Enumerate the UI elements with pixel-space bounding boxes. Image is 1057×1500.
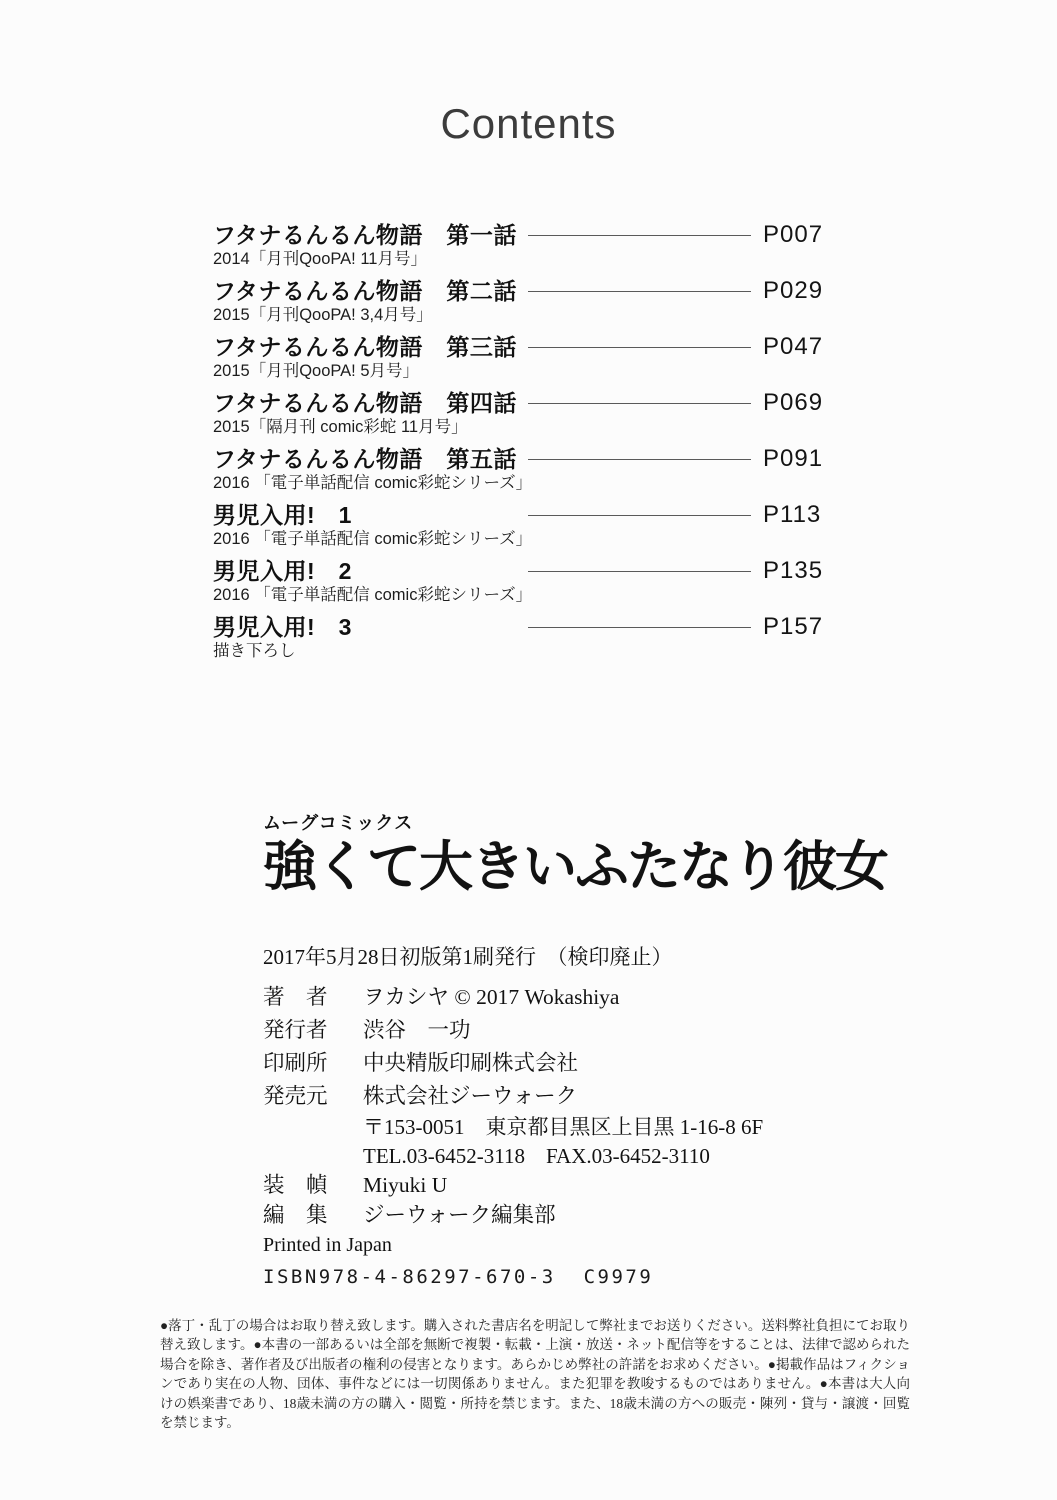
- toc-entry: [213, 220, 873, 269]
- toc-entry-source: 2016 「電子単話配信 comic彩蛇シリーズ」: [213, 474, 533, 492]
- credit-value: 中央精版印刷株式会社: [363, 1051, 579, 1075]
- isbn-line: ISBN978-4-86297-670-3 C9979: [263, 1266, 654, 1288]
- credit-row-design: [263, 1170, 963, 1200]
- publisher-tel-fax: TEL.03-6452-3118 FAX.03-6452-3110: [363, 1143, 710, 1168]
- credit-row-publisher-person: [263, 1014, 963, 1047]
- leader-line: [528, 347, 751, 348]
- toc-entry-row: [213, 500, 873, 530]
- toc-entry: [213, 500, 873, 549]
- edition-line: 2017年5月28日初版第1刷発行 （検印廃止）: [263, 945, 673, 969]
- toc-entry: [213, 612, 873, 661]
- toc-entry-row: [213, 388, 873, 418]
- toc-page-number: P135: [763, 557, 824, 584]
- toc-page-number: P113: [763, 501, 822, 528]
- legal-fine-print: ●落丁・乱丁の場合はお取り替え致します。購入された書店名を明記して弊社までお送りください。送料弊社負担にてお取り替え致します。●本書の一部あるいは全部を無断で複製・転載・上演・放送・ネット配信等をすることは、法律で認められた場合を除き、著作者及び出版者の権利の侵害となります。あらかじめ弊社の許諾をお求めください。●掲載作品はフィクションであり実在の人物、団体、事件などには一切関係ありません。また犯罪を教唆するものではありません。●本書は大人向けの娯楽書であり、18歳未満の方の購入・閲覧・所持を禁じます。また、18歳未満の方への販売・陳列・貸与・譲渡・回覧を禁じます。: [160, 1317, 910, 1430]
- leader-line: [528, 571, 751, 572]
- leader-line: [528, 291, 751, 292]
- toc-page-number: P069: [763, 389, 824, 416]
- toc-entry-title: フタナるんるん物語 第二話: [213, 278, 517, 304]
- toc-entry: [213, 556, 873, 605]
- toc-entry: [213, 332, 873, 381]
- leader-line: [528, 403, 751, 404]
- toc-entry-source: 2014「月刊QooPA! 11月号」: [213, 250, 427, 268]
- leader-line: [528, 515, 751, 516]
- toc-entry: [213, 276, 873, 325]
- toc-entry-row: [213, 556, 873, 586]
- toc-page-number: P091: [763, 445, 824, 472]
- credit-label: 発売元: [263, 1084, 328, 1108]
- credit-row-printer: [263, 1047, 963, 1080]
- toc-entry-source: 2015「月刊QooPA! 3,4月号」: [213, 306, 433, 324]
- toc-entry-title: 男児入用! 2: [213, 558, 352, 584]
- toc-entry-title: フタナるんるん物語 第一話: [213, 222, 517, 248]
- toc-entry-source: 2015「隔月刊 comic彩蛇 11月号」: [213, 418, 468, 436]
- toc-entry-title: 男児入用! 3: [213, 614, 352, 640]
- toc-entry-source: 2015「月刊QooPA! 5月号」: [213, 362, 420, 380]
- credit-label: 発行者: [263, 1018, 328, 1042]
- toc-entry: [213, 444, 873, 493]
- toc-page-number: P029: [763, 277, 824, 304]
- publisher-address: 〒153-0051 東京都目黒区上目黒 1-16-8 6F: [363, 1115, 764, 1139]
- credit-label: 編 集: [263, 1203, 328, 1227]
- imprint-label: ムーグコミックス: [263, 813, 414, 833]
- toc-entry-row: [213, 332, 873, 362]
- colophon: [263, 810, 963, 1289]
- credit-label: 著 者: [263, 985, 328, 1009]
- toc-page-number: P007: [763, 221, 824, 248]
- page-title: Contents: [440, 100, 617, 147]
- book-title: 強くて大きいふたなり彼女: [263, 837, 887, 897]
- toc-entry-source: 2016 「電子単話配信 comic彩蛇シリーズ」: [213, 586, 533, 604]
- toc-entry-source: 2016 「電子単話配信 comic彩蛇シリーズ」: [213, 530, 533, 548]
- toc-entry-source: 描き下ろし: [213, 642, 296, 660]
- credit-label: 装 幀: [263, 1173, 328, 1197]
- toc-entry: [213, 388, 873, 437]
- credit-value: ヲカシヤ © 2017 Wokashiya: [363, 985, 620, 1009]
- publisher-address-block: [363, 1113, 963, 1170]
- toc-entry-title: フタナるんるん物語 第五話: [213, 446, 517, 472]
- credit-value: 株式会社ジーウォーク: [363, 1084, 578, 1108]
- leader-line: [528, 627, 751, 628]
- leader-line: [528, 459, 751, 460]
- toc-entry-row: [213, 444, 873, 474]
- toc-entry-title: 男児入用! 1: [213, 502, 352, 528]
- toc-page-number: P157: [763, 613, 824, 640]
- credit-row-distributor: [263, 1080, 963, 1113]
- credit-row-author: [263, 981, 963, 1014]
- toc-entry-title: フタナるんるん物語 第三話: [213, 334, 517, 360]
- credit-value: 渋谷 一功: [363, 1018, 471, 1042]
- credit-value: Miyuki U: [363, 1173, 448, 1197]
- toc-entry-row: [213, 276, 873, 306]
- toc-entry-row: [213, 612, 873, 642]
- credits-list: [263, 981, 963, 1230]
- table-of-contents: [213, 220, 873, 668]
- credit-row-editing: [263, 1200, 963, 1230]
- credit-label: 印刷所: [263, 1051, 328, 1075]
- toc-page-number: P047: [763, 333, 824, 360]
- leader-line: [528, 235, 751, 236]
- toc-entry-title: フタナるんるん物語 第四話: [213, 390, 517, 416]
- credit-value: ジーウォーク編集部: [363, 1203, 556, 1227]
- printed-in-japan: Printed in Japan: [263, 1234, 392, 1256]
- toc-entry-row: [213, 220, 873, 250]
